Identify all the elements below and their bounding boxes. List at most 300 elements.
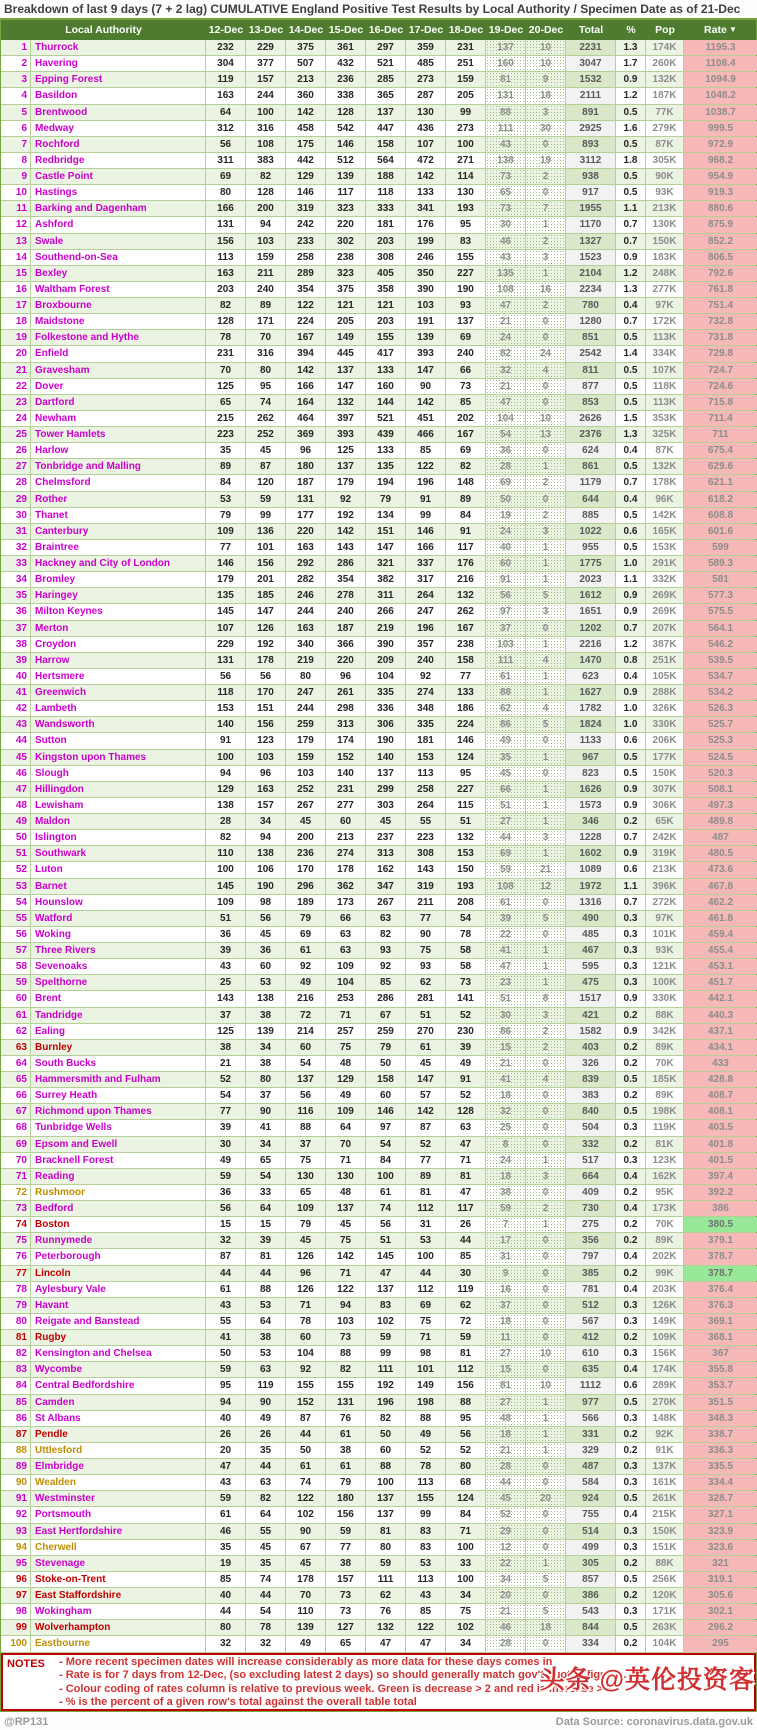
rank-cell: 24 bbox=[1, 411, 31, 426]
authority-name: Stevenage bbox=[31, 1556, 206, 1571]
cases-17-dec: 146 bbox=[406, 524, 446, 539]
cases-19-dec: 59 bbox=[486, 1201, 526, 1216]
cases-15-dec: 139 bbox=[326, 169, 366, 184]
cases-19-dec: 47 bbox=[486, 298, 526, 313]
cases-15-dec: 338 bbox=[326, 88, 366, 103]
cases-17-dec: 77 bbox=[406, 911, 446, 926]
cases-12-dec: 166 bbox=[206, 201, 246, 216]
pop-cell: 183K bbox=[646, 250, 684, 265]
cases-17-dec: 49 bbox=[406, 1427, 446, 1442]
cases-12-dec: 85 bbox=[206, 1572, 246, 1587]
pop-cell: 330K bbox=[646, 991, 684, 1006]
table-row bbox=[1, 1233, 756, 1249]
sort-descending-icon[interactable]: ▼ bbox=[726, 25, 737, 34]
cases-16-dec: 100 bbox=[366, 1169, 406, 1184]
rank-cell: 35 bbox=[1, 588, 31, 603]
cases-18-dec: 202 bbox=[446, 411, 486, 426]
cases-16-dec: 146 bbox=[366, 1104, 406, 1119]
rank-cell: 5 bbox=[1, 105, 31, 120]
cases-15-dec: 63 bbox=[326, 927, 366, 942]
total-cell: 487 bbox=[566, 1459, 616, 1474]
cases-12-dec: 113 bbox=[206, 250, 246, 265]
column-header--: % bbox=[626, 24, 636, 36]
rank-cell: 9 bbox=[1, 169, 31, 184]
rank-cell: 96 bbox=[1, 1572, 31, 1587]
cases-16-dec: 47 bbox=[366, 1266, 406, 1281]
cases-14-dec: 175 bbox=[286, 137, 326, 152]
pop-cell: 203K bbox=[646, 1282, 684, 1297]
cases-12-dec: 38 bbox=[206, 1040, 246, 1055]
rank-cell: 13 bbox=[1, 234, 31, 249]
pop-cell: 353K bbox=[646, 411, 684, 426]
cases-19-dec: 135 bbox=[486, 266, 526, 281]
cases-15-dec: 128 bbox=[326, 105, 366, 120]
rank-cell: 52 bbox=[1, 862, 31, 877]
cases-13-dec: 106 bbox=[246, 862, 286, 877]
percent-cell: 0.3 bbox=[616, 1411, 646, 1426]
cases-15-dec: 79 bbox=[326, 1475, 366, 1490]
percent-cell: 1.2 bbox=[616, 637, 646, 652]
total-cell: 566 bbox=[566, 1411, 616, 1426]
cases-16-dec: 82 bbox=[366, 927, 406, 942]
cases-18-dec: 85 bbox=[446, 1249, 486, 1264]
cases-16-dec: 45 bbox=[366, 814, 406, 829]
cases-12-dec: 78 bbox=[206, 330, 246, 345]
cases-15-dec: 122 bbox=[326, 1282, 366, 1297]
rank-cell: 68 bbox=[1, 1120, 31, 1135]
cases-19-dec: 21 bbox=[486, 1604, 526, 1619]
table-row bbox=[1, 862, 756, 878]
authority-name: Tonbridge and Malling bbox=[31, 459, 206, 474]
cases-16-dec: 54 bbox=[366, 1137, 406, 1152]
cases-12-dec: 231 bbox=[206, 346, 246, 361]
rate-cell: 433 bbox=[684, 1056, 757, 1071]
authority-name: Portsmouth bbox=[31, 1507, 206, 1522]
total-cell: 1170 bbox=[566, 217, 616, 232]
cases-12-dec: 25 bbox=[206, 975, 246, 990]
cases-17-dec: 273 bbox=[406, 72, 446, 87]
cases-19-dec: 108 bbox=[486, 879, 526, 894]
cases-12-dec: 64 bbox=[206, 105, 246, 120]
cases-15-dec: 313 bbox=[326, 717, 366, 732]
cases-18-dec: 52 bbox=[446, 1008, 486, 1023]
total-cell: 1202 bbox=[566, 621, 616, 636]
percent-cell: 0.2 bbox=[616, 1556, 646, 1571]
total-cell: 1612 bbox=[566, 588, 616, 603]
cases-18-dec: 132 bbox=[446, 588, 486, 603]
rank-cell: 82 bbox=[1, 1346, 31, 1361]
total-cell: 977 bbox=[566, 1395, 616, 1410]
cases-15-dec: 298 bbox=[326, 701, 366, 716]
cases-20-dec: 1 bbox=[526, 750, 566, 765]
rank-cell: 50 bbox=[1, 830, 31, 845]
table-row bbox=[1, 314, 756, 330]
cases-20-dec: 0 bbox=[526, 330, 566, 345]
cases-17-dec: 223 bbox=[406, 830, 446, 845]
cases-15-dec: 375 bbox=[326, 282, 366, 297]
percent-cell: 0.4 bbox=[616, 1249, 646, 1264]
cases-20-dec: 2 bbox=[526, 234, 566, 249]
cases-15-dec: 240 bbox=[326, 604, 366, 619]
cases-18-dec: 83 bbox=[446, 234, 486, 249]
cases-12-dec: 56 bbox=[206, 137, 246, 152]
percent-cell: 0.2 bbox=[616, 1443, 646, 1458]
cases-13-dec: 74 bbox=[246, 1572, 286, 1587]
rank-cell: 46 bbox=[1, 766, 31, 781]
cases-19-dec: 69 bbox=[486, 846, 526, 861]
cases-18-dec: 78 bbox=[446, 927, 486, 942]
cases-14-dec: 189 bbox=[286, 895, 326, 910]
authority-name: Southend-on-Sea bbox=[31, 250, 206, 265]
cases-19-dec: 46 bbox=[486, 1620, 526, 1635]
cases-14-dec: 296 bbox=[286, 879, 326, 894]
pop-cell: 81K bbox=[646, 1137, 684, 1152]
rank-cell: 27 bbox=[1, 459, 31, 474]
cases-16-dec: 144 bbox=[366, 395, 406, 410]
cases-17-dec: 122 bbox=[406, 1620, 446, 1635]
cases-17-dec: 85 bbox=[406, 443, 446, 458]
cases-12-dec: 65 bbox=[206, 395, 246, 410]
cases-13-dec: 128 bbox=[246, 185, 286, 200]
table-row bbox=[1, 669, 756, 685]
rate-cell: 323.6 bbox=[684, 1540, 757, 1555]
cases-13-dec: 139 bbox=[246, 1024, 286, 1039]
cases-19-dec: 73 bbox=[486, 201, 526, 216]
cases-16-dec: 62 bbox=[366, 1588, 406, 1603]
pop-cell: 165K bbox=[646, 524, 684, 539]
cases-12-dec: 146 bbox=[206, 556, 246, 571]
cases-16-dec: 564 bbox=[366, 153, 406, 168]
cases-16-dec: 47 bbox=[366, 1636, 406, 1651]
cases-17-dec: 52 bbox=[406, 1137, 446, 1152]
cases-12-dec: 84 bbox=[206, 475, 246, 490]
rate-cell: 408.1 bbox=[684, 1104, 757, 1119]
cases-13-dec: 383 bbox=[246, 153, 286, 168]
cases-14-dec: 54 bbox=[286, 1056, 326, 1071]
cases-14-dec: 458 bbox=[286, 121, 326, 136]
pop-cell: 251K bbox=[646, 653, 684, 668]
total-cell: 2023 bbox=[566, 572, 616, 587]
cases-18-dec: 47 bbox=[446, 1185, 486, 1200]
total-cell: 2626 bbox=[566, 411, 616, 426]
cases-15-dec: 109 bbox=[326, 1104, 366, 1119]
rank-cell: 65 bbox=[1, 1072, 31, 1087]
total-cell: 635 bbox=[566, 1362, 616, 1377]
cases-14-dec: 110 bbox=[286, 1604, 326, 1619]
authority-name: Bracknell Forest bbox=[31, 1153, 206, 1168]
cases-15-dec: 323 bbox=[326, 266, 366, 281]
percent-cell: 0.7 bbox=[616, 475, 646, 490]
percent-cell: 0.2 bbox=[616, 1217, 646, 1232]
authority-name: Three Rivers bbox=[31, 943, 206, 958]
cases-20-dec: 9 bbox=[526, 72, 566, 87]
cases-16-dec: 79 bbox=[366, 492, 406, 507]
cases-14-dec: 219 bbox=[286, 653, 326, 668]
cases-16-dec: 162 bbox=[366, 862, 406, 877]
percent-cell: 0.7 bbox=[616, 234, 646, 249]
cases-12-dec: 94 bbox=[206, 1395, 246, 1410]
cases-18-dec: 137 bbox=[446, 314, 486, 329]
cases-12-dec: 20 bbox=[206, 1443, 246, 1458]
cases-17-dec: 85 bbox=[406, 1604, 446, 1619]
cases-15-dec: 152 bbox=[326, 750, 366, 765]
cases-15-dec: 103 bbox=[326, 1314, 366, 1329]
rate-cell: 675.4 bbox=[684, 443, 757, 458]
cases-19-dec: 160 bbox=[486, 56, 526, 71]
table-row bbox=[1, 185, 756, 201]
percent-cell: 0.2 bbox=[616, 1137, 646, 1152]
cases-19-dec: 97 bbox=[486, 604, 526, 619]
total-cell: 409 bbox=[566, 1185, 616, 1200]
cases-18-dec: 271 bbox=[446, 153, 486, 168]
pop-cell: 150K bbox=[646, 766, 684, 781]
authority-name: Bexley bbox=[31, 266, 206, 281]
cases-17-dec: 247 bbox=[406, 604, 446, 619]
rank-cell: 40 bbox=[1, 669, 31, 684]
cases-14-dec: 242 bbox=[286, 217, 326, 232]
cases-17-dec: 191 bbox=[406, 314, 446, 329]
cases-16-dec: 297 bbox=[366, 40, 406, 55]
cases-14-dec: 244 bbox=[286, 604, 326, 619]
total-cell: 891 bbox=[566, 105, 616, 120]
percent-cell: 0.5 bbox=[616, 379, 646, 394]
cases-15-dec: 48 bbox=[326, 1056, 366, 1071]
pop-cell: 101K bbox=[646, 927, 684, 942]
percent-cell: 0.3 bbox=[616, 1298, 646, 1313]
percent-cell: 0.3 bbox=[616, 911, 646, 926]
cases-14-dec: 103 bbox=[286, 766, 326, 781]
cases-12-dec: 95 bbox=[206, 1378, 246, 1393]
percent-cell: 0.9 bbox=[616, 782, 646, 797]
cases-17-dec: 240 bbox=[406, 653, 446, 668]
authority-name: Maldon bbox=[31, 814, 206, 829]
cases-13-dec: 88 bbox=[246, 1282, 286, 1297]
authority-name: Boston bbox=[31, 1217, 206, 1232]
cases-17-dec: 61 bbox=[406, 1040, 446, 1055]
authority-name: Haringey bbox=[31, 588, 206, 603]
percent-cell: 1.4 bbox=[616, 346, 646, 361]
rank-cell: 41 bbox=[1, 685, 31, 700]
percent-cell: 0.3 bbox=[616, 943, 646, 958]
cases-18-dec: 153 bbox=[446, 846, 486, 861]
cases-20-dec: 0 bbox=[526, 621, 566, 636]
rate-cell: 1048.2 bbox=[684, 88, 757, 103]
percent-cell: 0.5 bbox=[616, 137, 646, 152]
cases-19-dec: 12 bbox=[486, 1540, 526, 1555]
cases-14-dec: 56 bbox=[286, 1088, 326, 1103]
table-row bbox=[1, 475, 756, 491]
authority-name: Richmond upon Thames bbox=[31, 1104, 206, 1119]
cases-17-dec: 51 bbox=[406, 1008, 446, 1023]
rank-cell: 42 bbox=[1, 701, 31, 716]
cases-15-dec: 512 bbox=[326, 153, 366, 168]
rank-cell: 3 bbox=[1, 72, 31, 87]
cases-18-dec: 148 bbox=[446, 475, 486, 490]
cases-16-dec: 266 bbox=[366, 604, 406, 619]
percent-cell: 0.7 bbox=[616, 895, 646, 910]
column-header-17-dec: 17-Dec bbox=[408, 24, 444, 36]
cases-16-dec: 92 bbox=[366, 959, 406, 974]
cases-16-dec: 102 bbox=[366, 1314, 406, 1329]
pop-cell: 307K bbox=[646, 782, 684, 797]
rate-cell: 403.5 bbox=[684, 1120, 757, 1135]
table-row bbox=[1, 1282, 756, 1298]
pop-cell: 70K bbox=[646, 1056, 684, 1071]
cases-16-dec: 118 bbox=[366, 185, 406, 200]
cases-13-dec: 87 bbox=[246, 459, 286, 474]
pop-cell: 177K bbox=[646, 750, 684, 765]
cases-19-dec: 45 bbox=[486, 766, 526, 781]
pop-cell: 113K bbox=[646, 330, 684, 345]
rank-cell: 88 bbox=[1, 1443, 31, 1458]
pop-cell: 306K bbox=[646, 798, 684, 813]
rank-cell: 62 bbox=[1, 1024, 31, 1039]
cases-13-dec: 200 bbox=[246, 201, 286, 216]
authority-name: South Bucks bbox=[31, 1056, 206, 1071]
cases-13-dec: 90 bbox=[246, 1395, 286, 1410]
cases-19-dec: 81 bbox=[486, 72, 526, 87]
cases-14-dec: 129 bbox=[286, 169, 326, 184]
total-cell: 275 bbox=[566, 1217, 616, 1232]
rank-cell: 1 bbox=[1, 40, 31, 55]
cases-19-dec: 137 bbox=[486, 40, 526, 55]
total-cell: 851 bbox=[566, 330, 616, 345]
authority-name: Waltham Forest bbox=[31, 282, 206, 297]
percent-cell: 1.1 bbox=[616, 201, 646, 216]
percent-cell: 1.2 bbox=[616, 266, 646, 281]
cases-18-dec: 150 bbox=[446, 862, 486, 877]
rank-cell: 100 bbox=[1, 1636, 31, 1651]
cases-17-dec: 100 bbox=[406, 1249, 446, 1264]
cases-16-dec: 60 bbox=[366, 1088, 406, 1103]
cases-18-dec: 56 bbox=[446, 1427, 486, 1442]
rate-cell: 453.1 bbox=[684, 959, 757, 974]
total-cell: 1651 bbox=[566, 604, 616, 619]
column-header-rate[interactable]: Rate ▼ bbox=[704, 24, 737, 36]
cases-13-dec: 163 bbox=[246, 782, 286, 797]
cases-20-dec: 0 bbox=[526, 1104, 566, 1119]
cases-18-dec: 73 bbox=[446, 975, 486, 990]
rate-cell: 321 bbox=[684, 1556, 757, 1571]
pop-cell: 213K bbox=[646, 201, 684, 216]
cases-18-dec: 117 bbox=[446, 1201, 486, 1216]
percent-cell: 0.4 bbox=[616, 1201, 646, 1216]
cases-14-dec: 45 bbox=[286, 1233, 326, 1248]
rank-cell: 95 bbox=[1, 1556, 31, 1571]
rate-cell: 564.1 bbox=[684, 621, 757, 636]
cases-17-dec: 130 bbox=[406, 105, 446, 120]
cases-12-dec: 30 bbox=[206, 1137, 246, 1152]
total-cell: 421 bbox=[566, 1008, 616, 1023]
cases-17-dec: 83 bbox=[406, 1524, 446, 1539]
cases-15-dec: 117 bbox=[326, 185, 366, 200]
cases-17-dec: 199 bbox=[406, 234, 446, 249]
cases-14-dec: 233 bbox=[286, 234, 326, 249]
cases-19-dec: 62 bbox=[486, 701, 526, 716]
cases-20-dec: 0 bbox=[526, 766, 566, 781]
cases-14-dec: 45 bbox=[286, 1556, 326, 1571]
cases-17-dec: 31 bbox=[406, 1217, 446, 1232]
rank-cell: 18 bbox=[1, 314, 31, 329]
total-cell: 331 bbox=[566, 1427, 616, 1442]
cases-18-dec: 273 bbox=[446, 121, 486, 136]
table-row bbox=[1, 1024, 756, 1040]
percent-cell: 0.2 bbox=[616, 1427, 646, 1442]
cases-17-dec: 393 bbox=[406, 346, 446, 361]
cases-16-dec: 203 bbox=[366, 234, 406, 249]
cases-16-dec: 133 bbox=[366, 443, 406, 458]
cases-16-dec: 521 bbox=[366, 411, 406, 426]
cases-18-dec: 89 bbox=[446, 492, 486, 507]
rate-cell: 368.1 bbox=[684, 1330, 757, 1345]
cases-19-dec: 91 bbox=[486, 572, 526, 587]
cases-16-dec: 76 bbox=[366, 1604, 406, 1619]
total-cell: 823 bbox=[566, 766, 616, 781]
pop-cell: 330K bbox=[646, 717, 684, 732]
authority-name: Wycombe bbox=[31, 1362, 206, 1377]
table-row bbox=[1, 1330, 756, 1346]
table-row bbox=[1, 879, 756, 895]
rate-cell: 954.9 bbox=[684, 169, 757, 184]
cases-20-dec: 0 bbox=[526, 733, 566, 748]
cases-14-dec: 464 bbox=[286, 411, 326, 426]
cases-19-dec: 35 bbox=[486, 750, 526, 765]
cases-19-dec: 19 bbox=[486, 508, 526, 523]
authority-name: Hastings bbox=[31, 185, 206, 200]
rate-cell: 392.2 bbox=[684, 1185, 757, 1200]
table-row bbox=[1, 1056, 756, 1072]
rate-cell: 621.1 bbox=[684, 475, 757, 490]
table-row bbox=[1, 685, 756, 701]
cases-13-dec: 244 bbox=[246, 88, 286, 103]
pop-cell: 109K bbox=[646, 1330, 684, 1345]
cases-12-dec: 39 bbox=[206, 943, 246, 958]
authority-name: Dartford bbox=[31, 395, 206, 410]
table-header-row bbox=[1, 20, 756, 40]
total-cell: 305 bbox=[566, 1556, 616, 1571]
authority-name: Reading bbox=[31, 1169, 206, 1184]
cases-12-dec: 40 bbox=[206, 1588, 246, 1603]
cases-15-dec: 142 bbox=[326, 1249, 366, 1264]
cases-16-dec: 134 bbox=[366, 508, 406, 523]
cases-19-dec: 9 bbox=[486, 1266, 526, 1281]
total-cell: 490 bbox=[566, 911, 616, 926]
pop-cell: 87K bbox=[646, 443, 684, 458]
total-cell: 885 bbox=[566, 508, 616, 523]
cases-13-dec: 54 bbox=[246, 1604, 286, 1619]
rank-cell: 83 bbox=[1, 1362, 31, 1377]
cases-16-dec: 306 bbox=[366, 717, 406, 732]
cases-20-dec: 10 bbox=[526, 411, 566, 426]
cases-12-dec: 223 bbox=[206, 427, 246, 442]
percent-cell: 0.5 bbox=[616, 330, 646, 345]
cases-15-dec: 286 bbox=[326, 556, 366, 571]
rank-cell: 38 bbox=[1, 637, 31, 652]
cases-19-dec: 40 bbox=[486, 540, 526, 555]
cases-19-dec: 66 bbox=[486, 782, 526, 797]
pop-cell: 272K bbox=[646, 895, 684, 910]
authority-name: Lewisham bbox=[31, 798, 206, 813]
cases-20-dec: 0 bbox=[526, 1475, 566, 1490]
cases-19-dec: 69 bbox=[486, 475, 526, 490]
cases-20-dec: 0 bbox=[526, 1120, 566, 1135]
cases-20-dec: 21 bbox=[526, 862, 566, 877]
cases-17-dec: 91 bbox=[406, 492, 446, 507]
cases-19-dec: 21 bbox=[486, 1056, 526, 1071]
cases-20-dec: 1 bbox=[526, 798, 566, 813]
cases-18-dec: 95 bbox=[446, 766, 486, 781]
cases-13-dec: 65 bbox=[246, 1153, 286, 1168]
